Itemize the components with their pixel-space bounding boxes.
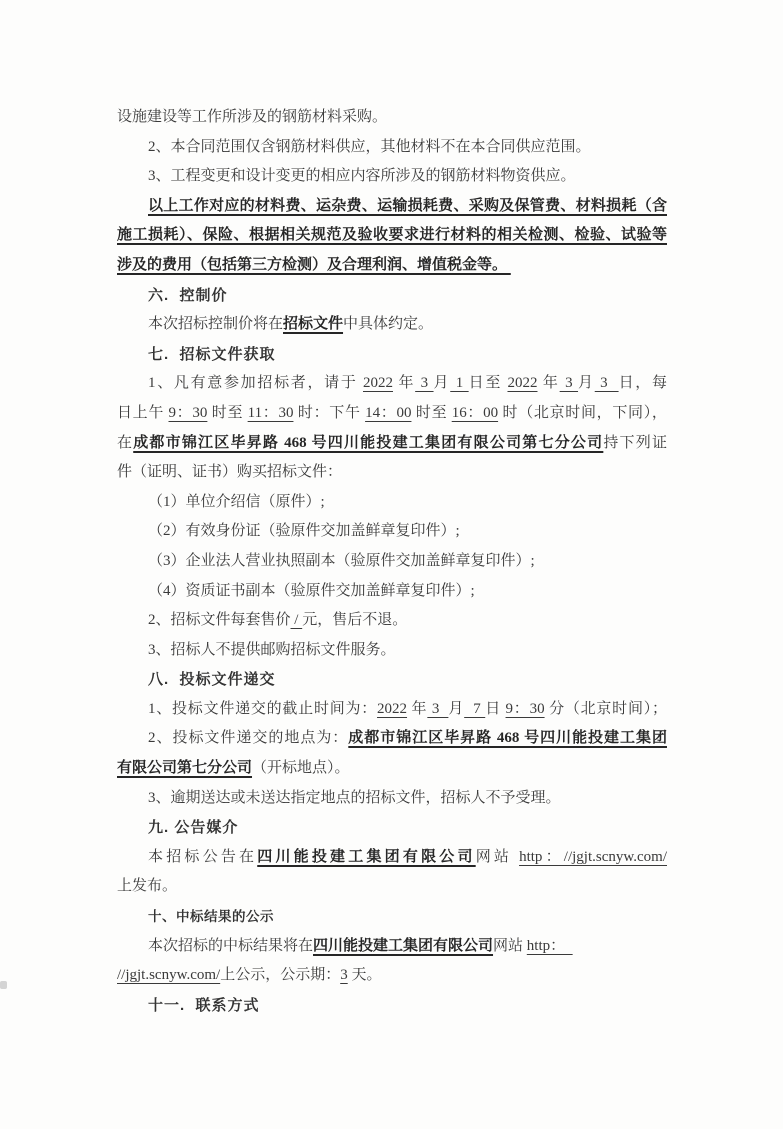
underlined-text-run: 2022 [363, 375, 393, 392]
text-run: 时至 [411, 404, 452, 421]
text-run: 本招标公告在 [148, 848, 258, 865]
underlined-text-run: 3 [340, 967, 348, 984]
line-fees-3 [117, 251, 667, 281]
underlined-text-run: 11：30 [247, 404, 294, 421]
text-run: 中具体约定。 [343, 316, 434, 333]
text-run: 上公示，公示期： [220, 967, 341, 984]
text-run: 2、投标文件递交的地点为： [148, 730, 349, 747]
text-run: 日至 [468, 375, 508, 392]
line-obtain-2 [117, 606, 667, 636]
line-result-1 [117, 932, 667, 962]
text-run: （2）有效身份证（验原件交加盖鲜章复印件）; [148, 523, 460, 540]
line-submit-3 [117, 784, 667, 814]
underlined-text-run: 招标文件 [283, 316, 344, 333]
line-submit-2b [117, 754, 667, 784]
underlined-text-run: 3 [559, 375, 579, 392]
text-run: 月 [448, 700, 465, 717]
text-run: 1、凡有意参加招标者，请于 [148, 375, 363, 392]
underlined-text-run: 涉及的费用（包括第三方检测）及合理利润、增值税金等。 [117, 256, 511, 273]
text-run: 上发布。 [117, 878, 178, 895]
line-media-1 [117, 843, 667, 873]
underlined-text-run: 9：30 [505, 700, 545, 717]
text-run: 3、工程变更和设计变更的相应内容所涉及的钢筋材料物资供应。 [148, 168, 576, 185]
text-run: 件（证明、证书）购买招标文件： [117, 464, 343, 481]
line-submit-1 [117, 695, 667, 725]
line-heading-10 [117, 902, 667, 932]
text-run: 持下列证 [603, 434, 667, 451]
line-control-price [117, 310, 667, 340]
text-run: 在 [117, 434, 134, 451]
text-run: （4）资质证书副本（验原件交加盖鲜章复印件）; [148, 582, 475, 599]
line-obtain-1a [117, 369, 667, 399]
text-run: （3）企业法人营业执照副本（验原件交加盖鲜章复印件）; [148, 552, 535, 569]
line-fees-2 [117, 221, 667, 251]
text-run: 六. 控制价 [148, 286, 228, 304]
text-run: 年 [537, 375, 560, 392]
line-submit-2a [117, 724, 667, 754]
underlined-text-run: / [290, 612, 303, 629]
line-scope-item3 [117, 162, 667, 192]
text-run: 八. 投标文件递交 [148, 671, 276, 689]
text-run: 九. 公告媒介 [148, 819, 239, 837]
line-obtain-1b [117, 399, 667, 429]
text-run: 年 [407, 700, 428, 717]
line-media-2 [117, 872, 667, 902]
text-run: 年 [393, 375, 416, 392]
text-run: 月 [433, 375, 451, 392]
underlined-text-run: 3 [594, 375, 619, 392]
text-run: 2、招标文件每套售价 [148, 612, 291, 629]
document-body [117, 103, 667, 1020]
underlined-text-run: 四川能投建工集团有限公司 [257, 848, 476, 865]
text-run: 1、投标文件递交的截止时间为： [148, 700, 378, 717]
text-run: 时：下午 [293, 404, 366, 421]
line-result-2 [117, 961, 667, 991]
text-run: 网站 [475, 848, 520, 865]
line-scope-item1-cont [117, 103, 667, 133]
underlined-text-run: 7 [464, 700, 486, 717]
line-heading-7 [117, 340, 667, 370]
scan-artifact [0, 981, 7, 989]
underlined-text-run: http： [526, 937, 573, 954]
text-run: 日 [485, 700, 506, 717]
text-run: 元，售后不退。 [302, 612, 408, 629]
text-run: 十一. 联系方式 [148, 996, 260, 1014]
text-run: 天。 [347, 967, 382, 984]
text-run: （开标地点）。 [252, 760, 350, 777]
line-obtain-1c [117, 429, 667, 459]
text-run: 七. 招标文件获取 [148, 345, 276, 363]
line-cert-2 [117, 517, 667, 547]
text-run: 设施建设等工作所涉及的钢筋材料采购。 [117, 109, 388, 125]
underlined-text-run: //jgjt.scnyw.com/ [117, 967, 221, 984]
line-heading-6 [117, 281, 667, 311]
underlined-text-run: 成都市锦江区毕昇路 468 号四川能投建工集团 [348, 730, 667, 747]
text-run: 日上午 [117, 404, 169, 421]
underlined-text-run: 3 [427, 700, 449, 717]
text-run: 时（北京时间，下同）， [498, 404, 667, 421]
underlined-text-run: http：//jgjt.scnyw.com/ [519, 848, 667, 865]
underlined-text-run: 有限公司第七分公司 [117, 760, 253, 777]
line-heading-8 [117, 665, 667, 695]
text-run: 时至 [207, 404, 248, 421]
line-heading-11 [117, 991, 667, 1021]
underlined-text-run: 3 [415, 375, 434, 392]
underlined-text-run: 1 [450, 375, 469, 392]
line-obtain-1d [117, 458, 667, 488]
text-run: 3、逾期送达或未送达指定地点的招标文件，招标人不予受理。 [148, 789, 561, 806]
underlined-text-run: 以上工作对应的材料费、运杂费、运输损耗费、采购及保管费、材料损耗（含 [148, 197, 667, 214]
underlined-text-run: 9：30 [168, 404, 208, 421]
text-run: （1）单位介绍信（原件）; [148, 493, 325, 510]
text-run: 网站 [493, 937, 527, 954]
text-run: 月 [578, 375, 595, 392]
line-heading-9 [117, 813, 667, 843]
text-run: 十、中标结果的公示 [148, 909, 274, 925]
text-run: 分（北京时间）； [544, 700, 667, 717]
line-scope-item2 [117, 133, 667, 163]
line-fees-1 [117, 192, 667, 222]
underlined-text-run: 16：00 [451, 404, 499, 421]
line-cert-3 [117, 547, 667, 577]
line-cert-1 [117, 488, 667, 518]
underlined-text-run: 2022 [507, 375, 538, 392]
line-cert-4 [117, 577, 667, 607]
text-run: 3、招标人不提供邮购招标文件服务。 [148, 641, 396, 658]
text-run: 本次招标的中标结果将在 [148, 937, 314, 954]
text-run: 2、本合同范围仅含钢筋材料供应，其他材料不在本合同供应范围。 [148, 138, 591, 155]
text-run: 日，每 [618, 375, 667, 392]
underlined-text-run: 2022 [377, 700, 408, 717]
underlined-text-run: 施工损耗）、保险、根据相关规范及验收要求进行材料的相关检测、检验、试验等 [117, 227, 667, 244]
line-obtain-3 [117, 636, 667, 666]
underlined-text-run: 14：00 [365, 404, 412, 421]
underlined-text-run: 四川能投建工集团有限公司 [313, 937, 494, 954]
underlined-text-run: 成都市锦江区毕昇路 468 号四川能投建工集团有限公司第七分公司 [133, 434, 604, 451]
text-run: 本次招标控制价将在 [148, 316, 284, 333]
